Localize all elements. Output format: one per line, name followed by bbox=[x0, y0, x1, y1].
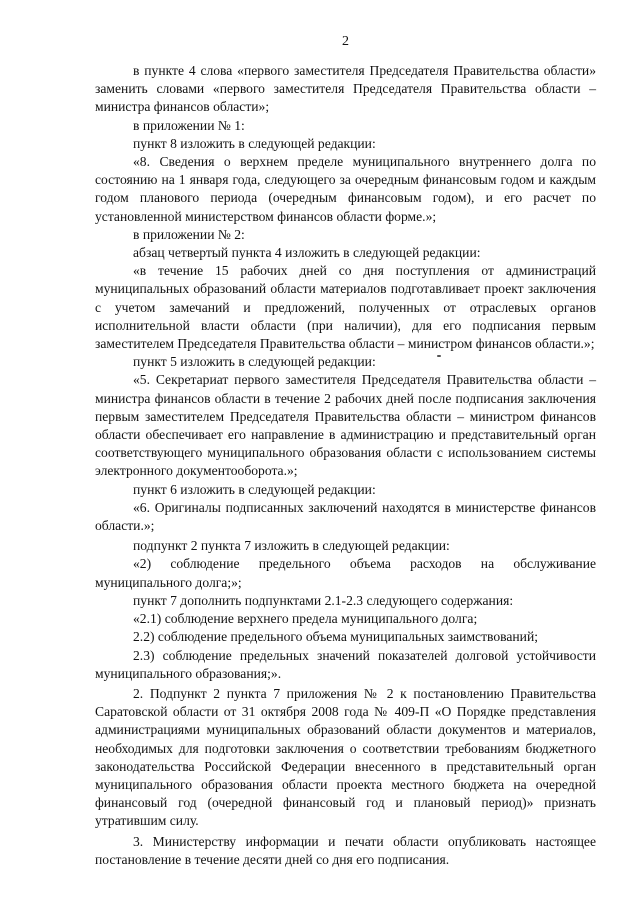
paragraph-12: подпункт 2 пункта 7 изложить в следующей редакции: bbox=[133, 538, 450, 554]
paragraph-10: пункт 6 изложить в следующей редакции: bbox=[133, 481, 376, 497]
paragraph-15: «2.1) соблюдение верхнего предела муниципального долга; bbox=[133, 611, 478, 627]
paragraph-13: «2) соблюдение предельного объема расходов на обслуживание муниципального долга;»; bbox=[95, 556, 596, 590]
paragraph-3: пункт 8 изложить в следующей редакции: bbox=[133, 135, 376, 151]
paragraph-17: 2.3) соблюдение предельных значений показателей долговой устойчивости муниципального образования;». bbox=[95, 647, 596, 681]
paragraph-6: абзац четвертый пункта 4 изложить в следующей редакции: bbox=[133, 245, 481, 261]
paragraph-2: в приложении № 1: bbox=[133, 117, 245, 133]
document-body bbox=[95, 62, 596, 869]
page-number: 2 bbox=[342, 34, 349, 49]
paragraph-7: «в течение 15 рабочих дней со дня поступления от администраций муниципальных образований области материалов подготавливает проект заключения с учетом замечаний и предложений, полученных от отраслевых органов исполнительной власти области (при наличии), для его подписания первым заместителем Председателя Правительства области – министром финансов области.»; bbox=[95, 263, 596, 352]
paragraph-11: «6. Оригиналы подписанных заключений находятся в министерстве финансов области.»; bbox=[95, 499, 596, 534]
paragraph-8: пункт 5 изложить в следующей редакции: bbox=[133, 354, 376, 370]
paragraph-19: 3. Министерству информации и печати области опубликовать настоящее постановление в течение десяти дней со дня его подписания. bbox=[95, 833, 596, 867]
scan-speck bbox=[437, 355, 441, 357]
paragraph-16: 2.2) соблюдение предельного объема муниципальных заимствований; bbox=[133, 629, 539, 645]
paragraph-5: в приложении № 2: bbox=[133, 226, 245, 242]
paragraph-1: в пункте 4 слова «первого заместителя Председателя Правительства области» заменить словами «первого заместителя Председателя Правительства области – министра финансов области»; bbox=[95, 63, 596, 115]
paragraph-9: «5. Секретариат первого заместителя Председателя Правительства области – министра финансов области в течение 2 рабочих дней после подписания заключения первым заместителем Председателя Правительства области – министром финансов области обеспечивает его направление в администрацию и представительный орган соответствующего муниципального образования области с использованием системы электронного документооборота.»; bbox=[95, 372, 596, 479]
paragraph-4: «8. Сведения о верхнем пределе муниципального внутреннего долга по состоянию на 1 января года, следующего за очередным финансовым годом и каждым годом планового периода (очередным финансовым годом), и его расчет по установленной министерством финансов области форме.»; bbox=[95, 154, 596, 224]
paragraph-14: пункт 7 дополнить подпунктами 2.1-2.3 следующего содержания: bbox=[133, 592, 514, 608]
paragraph-18: 2. Подпункт 2 пункта 7 приложения № 2 к постановлению Правительства Саратовской области от 31 октября 2008 года № 409-П «О Порядке представления администрациями муниципальных образований области документов и материалов, необходимых для подготовки заключения о соответствии требованиям бюджетного законодательства Российской Федерации внесенного в представительный орган муниципального образования области проекта местного бюджета на очередной финансовый год (очередной финансовый год и плановый период)» признать утратившим силу. bbox=[95, 685, 596, 829]
